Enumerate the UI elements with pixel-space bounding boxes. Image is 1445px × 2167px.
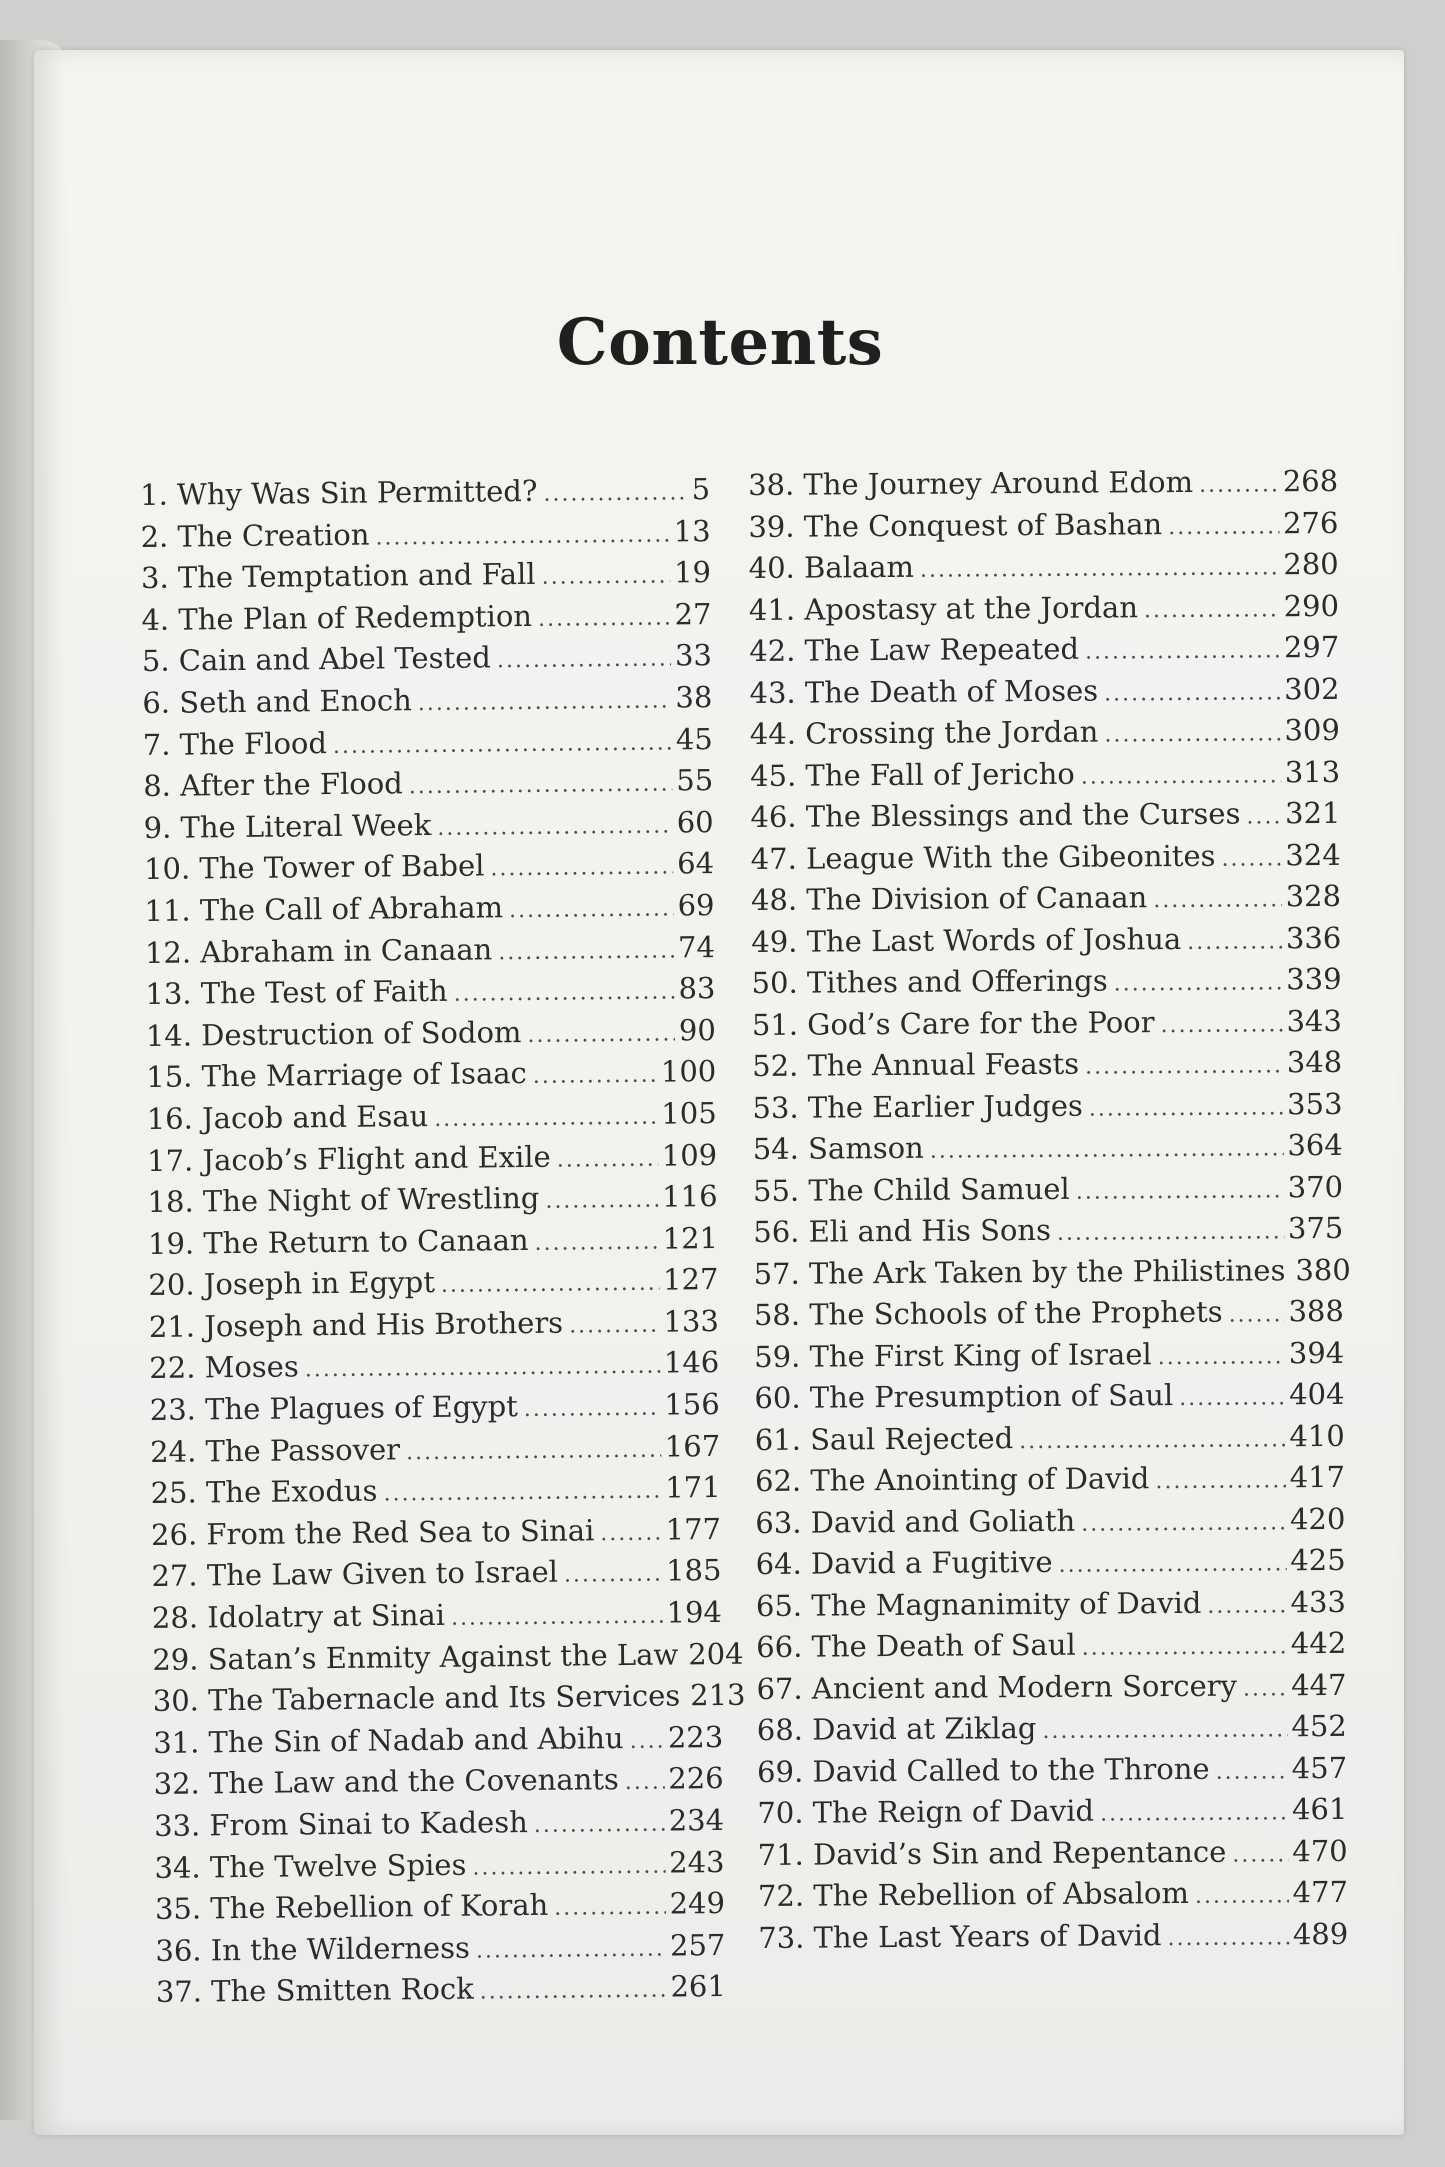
- toc-entry: [751, 837, 1341, 883]
- toc-entry-title: 42. The Law Repeated: [749, 631, 1080, 668]
- dot-leader: [1081, 763, 1281, 789]
- toc-entry-title: 73. The Last Years of David: [758, 1917, 1162, 1955]
- toc-entry: [155, 1886, 725, 1934]
- toc-entry: [751, 879, 1341, 925]
- toc-entry: [153, 1720, 723, 1768]
- toc-entry: [146, 1054, 716, 1102]
- dot-leader: [441, 1271, 659, 1298]
- toc-entry: [149, 1345, 719, 1393]
- toc-entry-page-number: 268: [1282, 463, 1339, 499]
- toc-entry-page-number: 425: [1290, 1542, 1346, 1578]
- toc-entry-page-number: 394: [1288, 1335, 1345, 1370]
- toc-entry-title: 3. The Temptation and Fall: [140, 557, 536, 596]
- toc-entry-title: 38. The Journey Around Edom: [748, 464, 1194, 502]
- toc-entry-title: 32. The Law and the Covenants: [153, 1762, 620, 1802]
- dot-leader: [1167, 1925, 1289, 1951]
- toc-entry-page-number: 280: [1283, 546, 1339, 582]
- toc-entry-title: 56. Eli and His Sons: [753, 1212, 1052, 1249]
- toc-entry-title: 41. Apostasy at the Jordan: [748, 589, 1139, 627]
- toc-entry-page-number: 13: [673, 513, 711, 549]
- dot-leader: [542, 564, 671, 590]
- toc-entry-page-number: 171: [665, 1470, 721, 1505]
- dot-leader: [1085, 638, 1280, 664]
- toc-entry-title: 24. The Passover: [150, 1431, 401, 1469]
- toc-entry-page-number: 60: [676, 804, 714, 840]
- toc-entry: [755, 1418, 1345, 1464]
- toc-entry-title: 63. David and Goliath: [755, 1503, 1076, 1540]
- toc-entry: [752, 1003, 1342, 1049]
- toc-entry-title: 48. The Division of Canaan: [750, 880, 1148, 917]
- dot-leader: [564, 1562, 662, 1588]
- dot-leader: [1081, 1510, 1286, 1536]
- toc-entry-title: 65. The Magnanimity of David: [755, 1585, 1202, 1623]
- dot-leader: [1187, 929, 1282, 955]
- toc-entry-page-number: 204: [688, 1636, 744, 1671]
- toc-entry-title: 53. The Earlier Judges: [752, 1088, 1083, 1125]
- toc-entry-title: 70. The Reign of David: [757, 1793, 1095, 1830]
- toc-entry: [143, 722, 713, 770]
- toc-entry-page-number: 185: [665, 1553, 722, 1588]
- dot-leader: [1199, 472, 1279, 498]
- dot-leader: [1085, 1053, 1283, 1079]
- dot-leader: [1076, 1178, 1284, 1204]
- toc-entry: [148, 1262, 718, 1310]
- dot-leader: [1179, 1385, 1285, 1411]
- dot-leader: [497, 647, 671, 674]
- toc-entry: [749, 671, 1339, 717]
- dot-leader: [554, 1895, 666, 1921]
- dot-leader: [527, 1021, 675, 1048]
- toc-entry-page-number: 133: [663, 1303, 720, 1339]
- dot-leader: [472, 1853, 665, 1880]
- toc-entry-title: 30. The Tabernacle and Its Services: [152, 1678, 681, 1719]
- toc-entry-page-number: 309: [1284, 712, 1340, 748]
- page-title: Contents: [556, 304, 884, 380]
- toc-entry-title: 28. Idolatry at Sinai: [151, 1597, 446, 1635]
- toc-entry-title: 72. The Rebellion of Absalom: [757, 1875, 1190, 1913]
- toc-entry: [751, 920, 1341, 966]
- toc-entry-title: 57. The Ark Taken by the Philistines: [753, 1252, 1286, 1291]
- toc-entry: [154, 1761, 724, 1809]
- toc-entry: [146, 1013, 716, 1061]
- toc-entry: [150, 1470, 720, 1518]
- toc-entry: [753, 1128, 1343, 1174]
- toc-entry: [151, 1553, 721, 1601]
- toc-entry: [143, 763, 713, 811]
- dot-leader: [600, 1520, 662, 1546]
- dot-leader: [1057, 1219, 1284, 1246]
- dot-leader: [454, 980, 675, 1007]
- toc-entry-page-number: 324: [1285, 837, 1341, 872]
- toc-entry-title: 23. The Plagues of Egypt: [149, 1389, 518, 1428]
- toc-entry-title: 60. The Presumption of Saul: [754, 1378, 1174, 1415]
- dot-leader: [1100, 1800, 1288, 1826]
- dot-leader: [437, 813, 673, 840]
- dot-leader: [920, 555, 1280, 583]
- dot-leader: [557, 1146, 658, 1172]
- toc-entry-page-number: 452: [1291, 1708, 1347, 1744]
- toc-entry: [150, 1429, 720, 1477]
- toc-entry-page-number: 55: [676, 763, 714, 798]
- toc-entry-title: 47. League With the Gibeonites: [750, 838, 1216, 876]
- toc-entry: [150, 1387, 720, 1435]
- toc-entry: [754, 1377, 1344, 1423]
- toc-entry-title: 40. Balaam: [748, 549, 915, 585]
- toc-entry-title: 71. David’s Sin and Repentance: [757, 1834, 1227, 1872]
- toc-entry-title: 29. Satan’s Enmity Against the Law: [152, 1637, 679, 1677]
- toc-entry-title: 20. Joseph in Egypt: [148, 1265, 436, 1303]
- toc-entry: [143, 805, 713, 853]
- toc-entry-title: 54. Samson: [752, 1130, 924, 1166]
- toc-entry-page-number: 420: [1289, 1501, 1346, 1536]
- toc-entry: [154, 1803, 724, 1851]
- dot-leader: [930, 1136, 1284, 1163]
- toc-entry-title: 14. Destruction of Sodom: [145, 1014, 522, 1053]
- toc-entry-title: 2. The Creation: [140, 517, 370, 554]
- toc-entry-page-number: 27: [674, 596, 712, 632]
- dot-leader: [1207, 1593, 1286, 1619]
- toc-entry: [748, 464, 1338, 510]
- dot-leader: [1232, 1842, 1288, 1867]
- toc-entry: [145, 930, 715, 978]
- toc-entry-title: 58. The Schools of the Prophets: [753, 1294, 1223, 1332]
- dot-leader: [1019, 1427, 1285, 1454]
- toc-entry-page-number: 477: [1292, 1874, 1349, 1910]
- toc-entry: [141, 597, 711, 645]
- toc-entry: [144, 846, 714, 894]
- toc-entry-title: 68. David at Ziklag: [756, 1711, 1037, 1747]
- toc-entry-page-number: 313: [1284, 754, 1341, 789]
- toc-entry-page-number: 19: [673, 555, 712, 590]
- toc-entry-page-number: 90: [678, 1012, 716, 1048]
- toc-entry-title: 15. The Marriage of Isaac: [146, 1056, 527, 1095]
- toc-entry: [755, 1460, 1345, 1506]
- toc-entry-page-number: 226: [668, 1761, 724, 1796]
- toc-entry-title: 13. The Test of Faith: [145, 973, 448, 1012]
- toc-entry-page-number: 417: [1289, 1459, 1346, 1495]
- toc-entry: [142, 680, 712, 728]
- dot-leader: [1158, 1344, 1285, 1370]
- toc-entry-page-number: 470: [1292, 1833, 1348, 1868]
- toc-entry-title: 62. The Anointing of David: [754, 1461, 1150, 1498]
- toc-entry-page-number: 45: [675, 721, 713, 756]
- toc-entry: [155, 1928, 725, 1976]
- toc-entry: [756, 1584, 1346, 1630]
- toc-entry-page-number: 370: [1287, 1169, 1344, 1204]
- toc-entry: [757, 1750, 1347, 1796]
- dot-leader: [333, 730, 672, 759]
- toc-entry-page-number: 261: [670, 1969, 727, 2004]
- toc-entry-title: 19. The Return to Canaan: [147, 1222, 529, 1261]
- toc-entry: [142, 638, 712, 686]
- dot-leader: [490, 855, 673, 882]
- toc-entry: [753, 1252, 1351, 1298]
- toc-entry-title: 31. The Sin of Nadab and Abihu: [153, 1720, 624, 1760]
- toc-entry-page-number: 380: [1295, 1252, 1351, 1287]
- toc-entry-title: 12. Abraham in Canaan: [144, 931, 493, 970]
- toc-column-right: [748, 463, 1351, 1962]
- dot-leader: [545, 1188, 658, 1214]
- toc-entry-page-number: 404: [1289, 1376, 1345, 1412]
- toc-entry: [757, 1792, 1347, 1838]
- toc-entry: [758, 1875, 1348, 1921]
- toc-entry: [751, 962, 1341, 1008]
- dot-leader: [1104, 721, 1280, 747]
- toc-entry-page-number: 38: [675, 679, 713, 715]
- toc-entry-page-number: 336: [1285, 920, 1342, 955]
- toc-entry: [144, 888, 714, 936]
- toc-entry: [147, 1096, 717, 1144]
- toc-entry: [156, 1969, 726, 2017]
- toc-entry: [750, 754, 1340, 800]
- toc-entry-page-number: 243: [668, 1844, 725, 1880]
- toc-entry-page-number: 297: [1283, 629, 1340, 665]
- toc-entry-page-number: 353: [1286, 1086, 1343, 1121]
- toc-entry-title: 36. In the Wilderness: [155, 1930, 471, 1968]
- toc-entry-page-number: 343: [1286, 1003, 1342, 1038]
- toc-entry-title: 46. The Blessings and the Curses: [750, 796, 1241, 834]
- toc-entry: [756, 1543, 1346, 1589]
- toc-entry-title: 59. The First King of Israel: [754, 1336, 1152, 1374]
- toc-entry-page-number: 213: [689, 1677, 746, 1713]
- toc-entry-page-number: 33: [674, 638, 713, 673]
- toc-entry-title: 33. From Sinai to Kadesh: [153, 1805, 528, 1843]
- dot-leader: [543, 480, 688, 507]
- toc-entry-title: 43. The Death of Moses: [749, 673, 1099, 710]
- toc-entry-page-number: 410: [1289, 1418, 1345, 1453]
- dot-leader: [569, 1312, 660, 1338]
- toc-entry: [749, 547, 1339, 593]
- dot-leader: [305, 1354, 660, 1383]
- toc-entry-title: 22. Moses: [149, 1349, 299, 1386]
- dot-leader: [534, 1812, 665, 1838]
- toc-entry-title: 45. The Fall of Jericho: [750, 756, 1075, 793]
- dot-leader: [451, 1604, 663, 1631]
- dot-leader: [524, 1396, 661, 1422]
- dot-leader: [1089, 1095, 1283, 1121]
- toc-entry-page-number: 433: [1290, 1584, 1347, 1619]
- toc-entry-page-number: 276: [1282, 505, 1339, 540]
- toc-entry-title: 34. The Twelve Spies: [154, 1847, 467, 1885]
- toc-entry-page-number: 302: [1284, 671, 1340, 706]
- toc-entry-page-number: 339: [1286, 961, 1342, 997]
- toc-entry-title: 26. From the Red Sea to Sinai: [150, 1513, 595, 1552]
- toc-entry-page-number: 489: [1292, 1916, 1349, 1951]
- dot-leader: [409, 772, 673, 800]
- dot-leader: [418, 688, 672, 716]
- toc-entry-page-number: 156: [664, 1387, 720, 1422]
- toc-entry: [749, 630, 1339, 676]
- toc-entry-title: 66. The Death of Saul: [756, 1627, 1076, 1664]
- dot-leader: [538, 605, 671, 631]
- dot-leader: [534, 1229, 658, 1255]
- toc-entry-title: 52. The Annual Feasts: [752, 1046, 1080, 1083]
- toc-entry-page-number: 321: [1284, 795, 1341, 831]
- toc-entry: [140, 514, 710, 562]
- toc-entry-title: 10. The Tower of Babel: [143, 848, 485, 887]
- toc-entry-title: 6. Seth and Enoch: [142, 683, 412, 720]
- toc-entry: [750, 713, 1340, 759]
- toc-entry-title: 51. God’s Care for the Poor: [751, 1004, 1155, 1042]
- toc-entry-page-number: 5: [691, 472, 711, 507]
- dot-leader: [1042, 1717, 1287, 1744]
- toc-entry-page-number: 223: [667, 1719, 724, 1755]
- toc-entry-page-number: 121: [662, 1220, 719, 1256]
- toc-entry-page-number: 83: [678, 971, 716, 1006]
- dot-leader: [1114, 970, 1283, 996]
- dot-leader: [1153, 887, 1282, 913]
- toc-entry: [748, 505, 1338, 551]
- toc-entry-title: 17. Jacob’s Flight and Exile: [146, 1139, 551, 1178]
- toc-entry-title: 11. The Call of Abraham: [144, 890, 504, 928]
- dot-leader: [1104, 680, 1280, 706]
- toc-entry-page-number: 388: [1288, 1293, 1345, 1329]
- toc-entry: [753, 1169, 1343, 1215]
- toc-entry: [154, 1845, 724, 1893]
- toc-entry-title: 50. Tithes and Offerings: [751, 963, 1108, 1000]
- toc-entry: [141, 555, 711, 603]
- toc-entry-page-number: 348: [1286, 1044, 1343, 1080]
- toc-entry: [147, 1179, 717, 1227]
- toc-entry: [756, 1626, 1346, 1672]
- toc-entry-title: 8. After the Flood: [143, 766, 403, 804]
- toc-entry: [756, 1667, 1346, 1713]
- toc-entry: [152, 1677, 746, 1726]
- toc-entry-title: 9. The Literal Week: [143, 807, 432, 845]
- toc-entry-page-number: 375: [1287, 1210, 1344, 1246]
- dot-leader: [1168, 514, 1279, 540]
- dot-leader: [1243, 1676, 1287, 1701]
- dot-leader: [1155, 1468, 1285, 1494]
- toc-entry: [753, 1211, 1343, 1257]
- dot-leader: [533, 1063, 657, 1089]
- toc-entry: [145, 971, 715, 1019]
- dot-leader: [1216, 1759, 1288, 1785]
- toc-entry-page-number: 69: [677, 887, 715, 923]
- toc-entry: [149, 1304, 719, 1352]
- toc-entry-title: 55. The Child Samuel: [752, 1171, 1070, 1208]
- toc-entry-page-number: 234: [668, 1802, 725, 1838]
- toc-entry-title: 1. Why Was Sin Permitted?: [140, 473, 538, 512]
- toc-entry: [140, 472, 710, 520]
- toc-entry-page-number: 457: [1291, 1750, 1348, 1785]
- toc-entry-page-number: 109: [661, 1137, 718, 1173]
- toc-entry: [749, 588, 1339, 634]
- toc-entry: [758, 1916, 1348, 1962]
- toc-entry: [757, 1709, 1347, 1755]
- toc-entry-page-number: 194: [666, 1595, 723, 1630]
- toc-entry-title: 18. The Night of Wrestling: [147, 1180, 540, 1220]
- toc-entry-title: 67. Ancient and Modern Sorcery: [756, 1668, 1238, 1706]
- toc-entry-title: 37. The Smitten Rock: [155, 1971, 474, 2010]
- dot-leader: [480, 1978, 667, 2005]
- toc-entry-title: 25. The Exodus: [150, 1473, 378, 1511]
- toc-entry-page-number: 146: [663, 1345, 720, 1381]
- toc-entry-page-number: 257: [669, 1927, 726, 1963]
- toc-entry: [755, 1501, 1345, 1547]
- dot-leader: [1195, 1883, 1289, 1909]
- toc-entry-title: 39. The Conquest of Bashan: [748, 506, 1163, 544]
- dot-leader: [1082, 1634, 1287, 1660]
- dot-leader: [406, 1437, 661, 1465]
- dot-leader: [434, 1105, 657, 1132]
- toc-column-left: [140, 472, 746, 2017]
- toc-entry-page-number: 177: [665, 1511, 722, 1547]
- toc-entry-page-number: 100: [660, 1054, 717, 1089]
- toc-entry-page-number: 328: [1285, 878, 1342, 914]
- toc-entry-page-number: 116: [662, 1179, 718, 1214]
- toc-entry-page-number: 447: [1291, 1667, 1347, 1702]
- dot-leader: [375, 522, 669, 550]
- toc-entry-page-number: 461: [1291, 1791, 1348, 1827]
- toc-entry: [752, 1086, 1342, 1132]
- toc-entry-title: 35. The Rebellion of Korah: [154, 1887, 549, 1927]
- dot-leader: [1059, 1551, 1287, 1578]
- toc-entry-page-number: 74: [677, 929, 716, 964]
- toc-entry: [147, 1137, 717, 1185]
- toc-entry: [151, 1512, 721, 1560]
- toc-entry-page-number: 167: [664, 1428, 721, 1464]
- toc-entry-title: 64. David a Fugitive: [755, 1544, 1053, 1581]
- dot-leader: [476, 1936, 666, 1963]
- toc-entry-page-number: 442: [1290, 1625, 1347, 1661]
- dot-leader: [1229, 1302, 1285, 1327]
- toc-entry-title: 21. Joseph and His Brothers: [148, 1305, 564, 1344]
- toc-entry-page-number: 364: [1287, 1127, 1343, 1163]
- toc-entry: [754, 1335, 1344, 1381]
- dot-leader: [1221, 846, 1281, 871]
- dot-leader: [509, 896, 674, 923]
- dot-leader: [498, 938, 674, 965]
- toc-entry-page-number: 127: [662, 1262, 719, 1297]
- toc-entry-title: 61. Saul Rejected: [754, 1420, 1014, 1457]
- dot-leader: [625, 1770, 665, 1795]
- toc-entry-title: 49. The Last Words of Joshua: [751, 921, 1182, 959]
- dot-leader: [629, 1728, 664, 1753]
- toc-entry: [152, 1636, 744, 1685]
- toc-entry: [148, 1221, 718, 1269]
- toc-entry-page-number: 64: [676, 846, 715, 881]
- toc-entry: [750, 796, 1340, 842]
- toc-entry-title: 4. The Plan of Redemption: [141, 598, 533, 637]
- toc-entry-title: 5. Cain and Abel Tested: [141, 640, 492, 679]
- dot-leader: [1144, 597, 1280, 623]
- toc-entry-title: 27. The Law Given to Israel: [151, 1555, 559, 1594]
- toc-entry-page-number: 290: [1283, 588, 1340, 623]
- toc-entry-title: 69. David Called to the Throne: [756, 1751, 1210, 1789]
- toc-entry: [152, 1595, 722, 1643]
- toc-entry-title: 44. Crossing the Jordan: [749, 714, 1099, 751]
- toc-entry-title: 16. Jacob and Esau: [146, 1098, 429, 1136]
- toc-entry: [752, 1045, 1342, 1091]
- dot-leader: [1246, 804, 1281, 829]
- toc-entry: [758, 1833, 1348, 1879]
- toc-entry-title: 7. The Flood: [142, 725, 328, 762]
- toc-entry-page-number: 249: [669, 1886, 726, 1921]
- dot-leader: [1160, 1012, 1282, 1038]
- dot-leader: [383, 1479, 661, 1507]
- toc-entry-page-number: 105: [661, 1095, 717, 1131]
- toc-entry: [754, 1294, 1344, 1340]
